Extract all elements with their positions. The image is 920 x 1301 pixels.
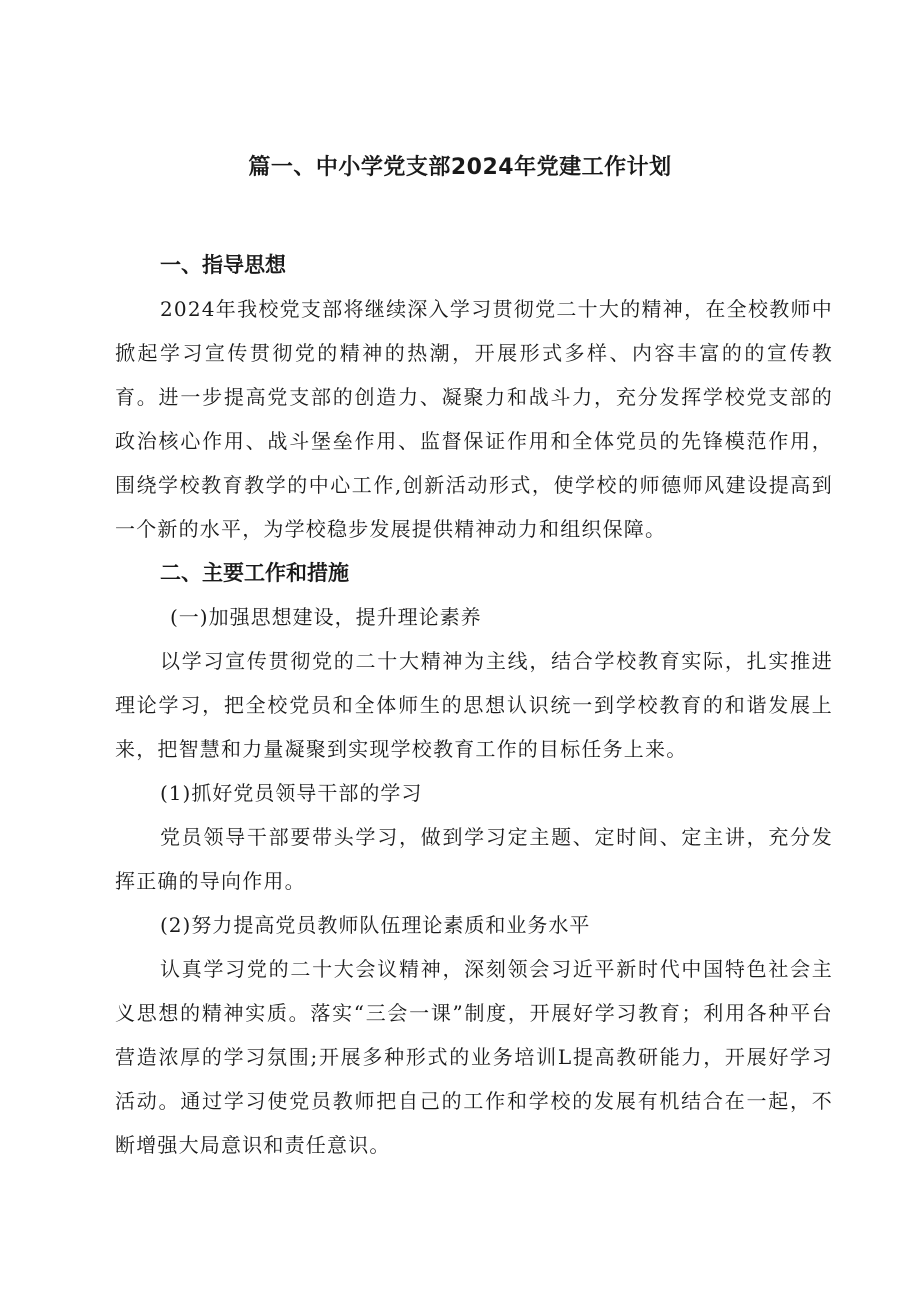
section-heading-main-work: 二、主要工作和措施 bbox=[160, 561, 349, 585]
section-heading-guiding-ideology: 一、指导思想 bbox=[160, 253, 286, 277]
item-label-leader-study: (1)抓好党员领导干部的学习 bbox=[160, 781, 423, 805]
document-title: 篇一、中小学党支部2024年党建工作计划 bbox=[248, 155, 672, 180]
item-label-teacher-quality: (2)努力提高党员教师队伍理论素质和业务水平 bbox=[160, 913, 591, 937]
item-text-leader-study: 党员领导干部要带头学习，做到学习定主题、定时间、定主讲，充分发挥正确的导向作用。 bbox=[115, 825, 833, 893]
document-body bbox=[115, 243, 833, 1167]
subheading-ideological-building: (一)加强思想建设，提升理论素养 bbox=[170, 605, 482, 629]
paragraph-guiding-ideology: 2024年我校党支部将继续深入学习贯彻党二十大的精神，在全校教师中掀起学习宣传贯彻党的精神的热潮，开展形式多样、内容丰富的的宣传教育。进一步提高党支部的创造力、凝聚力和战斗力，充分发挥学校党支部的政治核心作用、战斗堡垒作用、监督保证作用和全体党员的先锋模范作用，围绕学校教育教学的中心工作,创新活动形式，使学校的师德师风建设提高到一个新的水平，为学校稳步发展提供精神动力和组织保障。 bbox=[115, 297, 833, 541]
paragraph-ideological-building: 以学习宣传贯彻党的二十大精神为主线，结合学校教育实际，扎实推进理论学习，把全校党员和全体师生的思想认识统一到学校教育的和谐发展上来，把智慧和力量凝聚到实现学校教育工作的目标任务上来。 bbox=[115, 649, 833, 761]
item-text-teacher-quality: 认真学习党的二十大会议精神，深刻领会习近平新时代中国特色社会主义思想的精神实质。落实“三会一课”制度，开展好学习教育；利用各种平台营造浓厚的学习氛围;开展多种形式的业务培训L提高教研能力，开展好学习活动。通过学习使党员教师把自己的工作和学校的发展有机结合在一起，不断增强大局意识和责任意识。 bbox=[115, 957, 833, 1157]
